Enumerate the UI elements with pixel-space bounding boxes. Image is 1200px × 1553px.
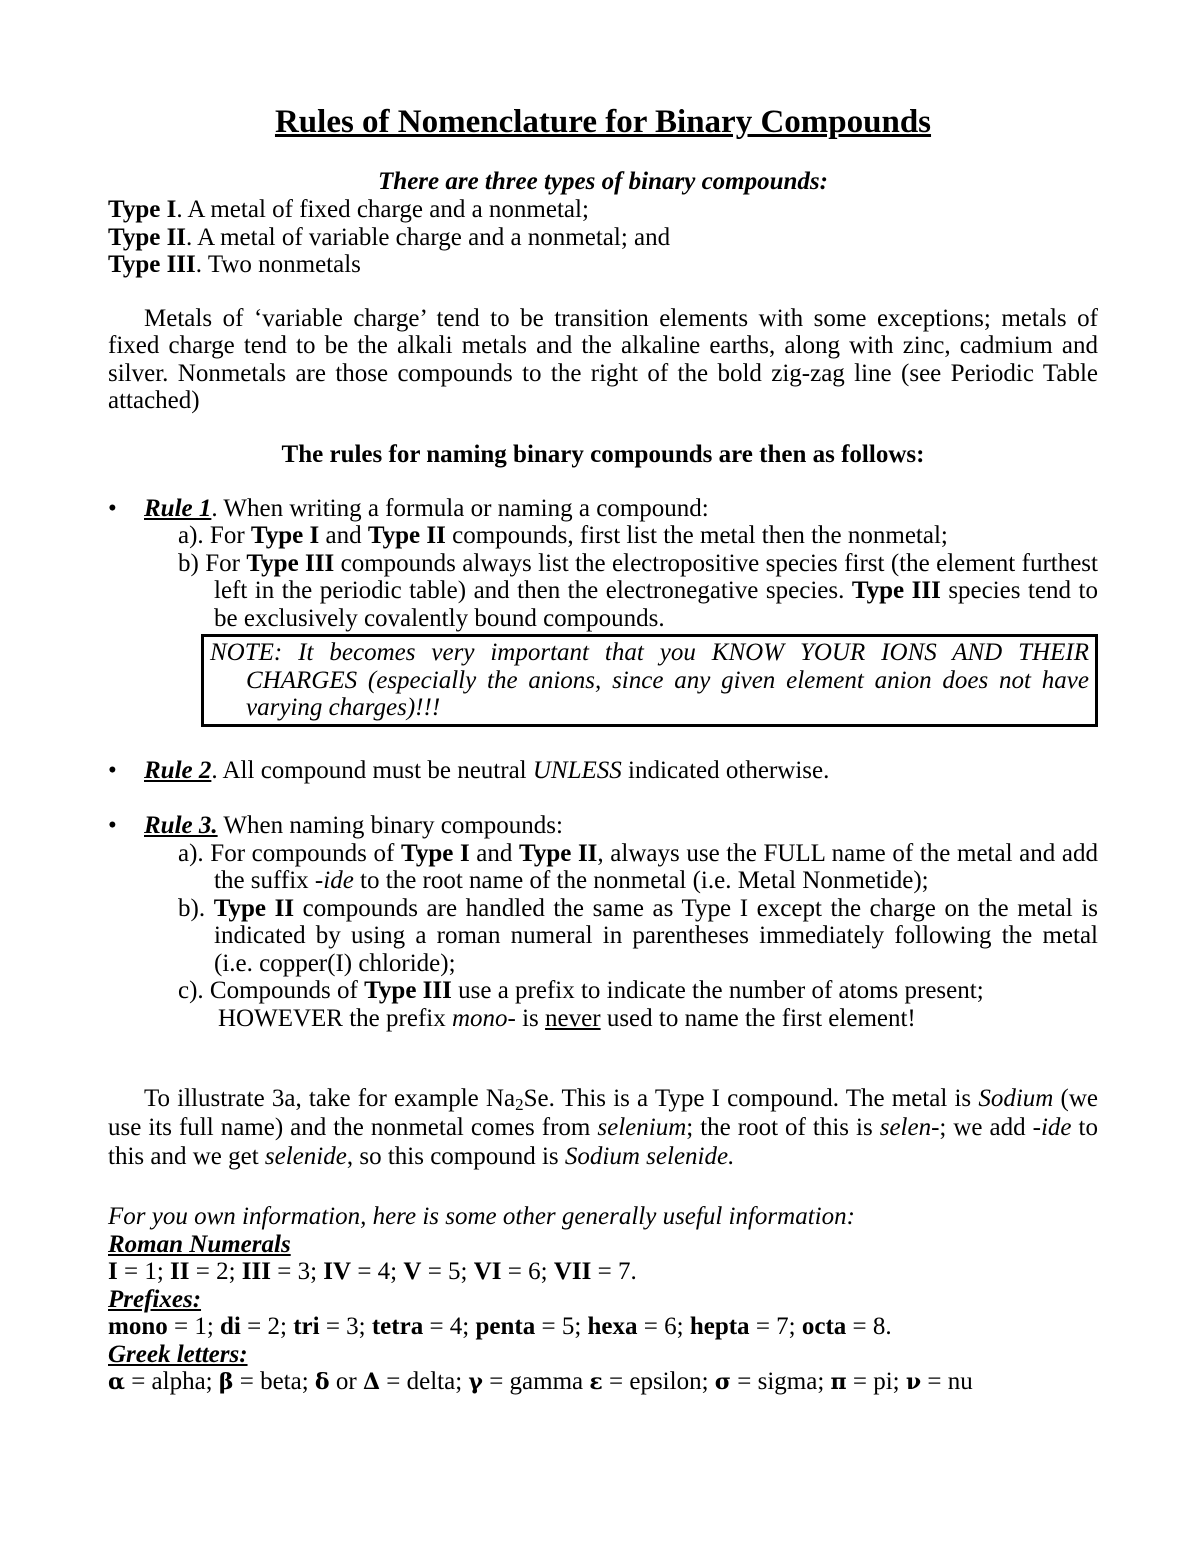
prefix-value: = 4; xyxy=(423,1313,476,1340)
rules-heading: The rules for naming binary compounds are then as follows: xyxy=(281,440,925,468)
rule-1-intro: . When writing a formula or naming a compound: xyxy=(211,494,709,522)
type-3-line xyxy=(108,251,1098,279)
type-label: Type I xyxy=(108,196,177,223)
greek-letter-value: = epsilon; xyxy=(602,1368,715,1395)
rule-3-label: Rule 3. xyxy=(144,812,218,839)
type-label: Type I xyxy=(250,522,320,549)
roman-numeral-value: = 6; xyxy=(501,1258,554,1285)
greek-letter-term: π xyxy=(830,1369,847,1395)
prefix-value: = 3; xyxy=(319,1313,372,1340)
text: is xyxy=(515,1004,546,1032)
rule-1-item-a xyxy=(144,522,1098,550)
emphasis: ide xyxy=(1040,1114,1072,1141)
greek-letter-term: Δ xyxy=(362,1369,381,1395)
subtitle: There are three types of binary compounds: xyxy=(378,168,828,195)
prefix-term: di xyxy=(220,1313,241,1340)
bullet-icon: • xyxy=(108,494,117,522)
prefix-term: hexa xyxy=(587,1313,638,1340)
rule-2 xyxy=(108,757,1098,785)
text: and xyxy=(469,839,520,867)
page-title: Rules of Nomenclature for Binary Compounds xyxy=(274,104,932,140)
text: a). For xyxy=(178,522,251,549)
text: b) For xyxy=(178,549,247,577)
text: ; we add - xyxy=(939,1114,1041,1141)
prefix-term: hepta xyxy=(689,1313,750,1340)
text: used to name the first element! xyxy=(600,1004,916,1032)
text: to the root name of the nonmetal (i.e. Metal Nonmetide); xyxy=(353,867,929,894)
rule-3-item-c xyxy=(144,977,1098,1032)
roman-numerals-list xyxy=(108,1258,1098,1286)
greek-letters-list xyxy=(108,1368,1098,1397)
type-1-line xyxy=(108,196,1098,224)
greek-letter-value: = beta; xyxy=(233,1368,315,1395)
rule-3 xyxy=(108,812,1098,1032)
emphasis: -ide xyxy=(314,867,354,894)
bullet-icon: • xyxy=(108,812,117,839)
roman-numeral-term: VI xyxy=(473,1258,502,1285)
example-paragraph xyxy=(108,1084,1098,1171)
prefix-term: mono xyxy=(108,1313,168,1340)
text: to this and we get xyxy=(108,1114,1098,1170)
type-description: . A metal of variable charge and a nonmetal; and xyxy=(186,223,671,251)
text: Se. This is a Type I compound. The metal is xyxy=(523,1085,979,1112)
greek-letter-value: or xyxy=(329,1368,363,1395)
note-box: NOTE: It becomes very important that you KNOW YOUR IONS AND THEIR CHARGES (especially the anions, since any given element anion does not have varying charges)!!! xyxy=(201,634,1098,727)
prefix-value: = 8. xyxy=(846,1313,892,1340)
emphasis: never xyxy=(545,1004,601,1032)
prefix-value: = 6; xyxy=(637,1313,690,1340)
rule-3-item-b xyxy=(144,895,1098,978)
type-label: Type III xyxy=(364,977,452,1004)
type-label: Type I xyxy=(401,839,470,867)
greek-letter-value: = pi; xyxy=(846,1368,906,1395)
emphasis: UNLESS xyxy=(532,756,622,784)
greek-letter-term: γ xyxy=(468,1369,483,1395)
text: compounds, first list the metal then the nonmetal; xyxy=(445,522,948,549)
roman-numeral-term: VII xyxy=(553,1258,592,1285)
greek-letter-value: = sigma; xyxy=(731,1368,831,1395)
roman-numeral-value: = 2; xyxy=(189,1258,242,1285)
roman-numeral-term: II xyxy=(170,1258,190,1285)
prefixes-list xyxy=(108,1313,1098,1341)
type-label: Type II xyxy=(108,223,187,251)
greek-letter-value: = gamma xyxy=(482,1368,590,1395)
roman-numeral-term: III xyxy=(241,1258,271,1285)
roman-numeral-value: = 4; xyxy=(351,1258,404,1285)
greek-letter-term: δ xyxy=(314,1369,330,1395)
roman-numerals-heading: Roman Numerals xyxy=(108,1230,291,1258)
emphasis: Sodium selenide. xyxy=(564,1143,735,1170)
greek-letter-term: σ xyxy=(714,1369,731,1395)
text: indicated otherwise. xyxy=(621,756,830,784)
intro-paragraph: Metals of ‘variable charge’ tend to be transition elements with some exceptions; metals of fixed charge tend to be the alkali metals and the alkaline earths, along with zinc, cadmium and silver. Nonmetals are those compounds to the right of the bold zig-zag line (see Periodic Table attached) xyxy=(108,304,1098,414)
rule-1 xyxy=(108,495,1098,727)
text: compounds are handled the same as Type I except the charge on the metal is indicated by using a roman numeral in parentheses immediately following the metal (i.e. copper(I) chloride); xyxy=(214,894,1099,977)
bullet-icon: • xyxy=(108,756,117,784)
roman-numeral-term: IV xyxy=(323,1258,352,1285)
roman-numeral-value: = 5; xyxy=(421,1258,474,1285)
roman-numeral-term: I xyxy=(108,1258,118,1285)
emphasis: mono- xyxy=(451,1004,516,1032)
text: (we use its full name) and the nonmetal comes from xyxy=(108,1085,1099,1141)
text: use a prefix to indicate the number of atoms present; xyxy=(451,977,984,1004)
emphasis: selenide xyxy=(264,1143,347,1170)
prefix-term: octa xyxy=(801,1313,847,1340)
text: b). xyxy=(178,894,214,922)
type-description: . A metal of fixed charge and a nonmetal; xyxy=(176,196,589,223)
type-label: Type II xyxy=(519,839,598,867)
greek-letter-value: = alpha; xyxy=(124,1368,219,1395)
emphasis: selen- xyxy=(879,1114,940,1141)
roman-numeral-term: V xyxy=(403,1258,422,1285)
greek-letter-term: ε xyxy=(589,1369,603,1395)
rule-2-label: Rule 2 xyxy=(144,756,212,784)
roman-numeral-value: = 3; xyxy=(270,1258,324,1285)
prefix-term: penta xyxy=(475,1313,536,1340)
type-2-line xyxy=(108,224,1098,252)
subscript: 2 xyxy=(515,1095,524,1114)
greek-letter-term: ν xyxy=(905,1369,922,1395)
type-label: Type III xyxy=(108,251,196,278)
text: , so this compound is xyxy=(346,1143,565,1170)
text: , always use the FULL name of the metal and add the suffix xyxy=(214,839,1098,894)
prefixes-heading: Prefixes: xyxy=(108,1285,202,1313)
type-description: . Two nonmetals xyxy=(195,251,361,278)
greek-letter-term: β xyxy=(218,1369,234,1395)
prefix-value: = 5; xyxy=(535,1313,588,1340)
greek-letters-heading: Greek letters: xyxy=(108,1340,248,1368)
type-label: Type III xyxy=(246,549,335,577)
rule-3-item-a xyxy=(144,840,1098,895)
greek-letter-term: α xyxy=(108,1369,125,1395)
document-page xyxy=(108,100,1098,1397)
text: and xyxy=(319,522,368,549)
text: . All compound must be neutral xyxy=(211,756,533,784)
prefix-value: = 1; xyxy=(167,1313,221,1340)
type-label: Type II xyxy=(213,894,295,922)
prefix-value: = 2; xyxy=(240,1313,294,1340)
text: To illustrate 3a, take for example Na xyxy=(144,1085,516,1112)
text: a). For compounds of xyxy=(178,839,401,867)
emphasis: Sodium xyxy=(978,1085,1054,1112)
text: ; the root of this is xyxy=(686,1114,880,1141)
greek-letter-value: = delta; xyxy=(380,1368,469,1395)
roman-numeral-value: = 7. xyxy=(591,1258,637,1285)
rule-1-item-b xyxy=(144,550,1098,633)
text: compounds always list the electropositive species first (the element furthest left in the periodic table) and then the electronegative species. xyxy=(214,549,1098,604)
rule-3-intro: When naming binary compounds: xyxy=(217,812,563,839)
type-label: Type II xyxy=(367,522,446,549)
info-section xyxy=(108,1203,1098,1397)
type-label: Type III xyxy=(851,577,941,604)
text: c). Compounds of xyxy=(178,977,365,1004)
rule-1-label: Rule 1 xyxy=(144,494,212,522)
text: HOWEVER the prefix xyxy=(218,1004,452,1032)
prefix-term: tri xyxy=(293,1313,320,1340)
roman-numeral-value: = 1; xyxy=(117,1258,171,1285)
emphasis: selenium xyxy=(597,1114,687,1141)
prefix-term: tetra xyxy=(371,1313,424,1340)
info-intro: For you own information, here is some other generally useful information: xyxy=(108,1203,855,1230)
text: species tend to be exclusively covalently bound compounds. xyxy=(214,577,1098,632)
greek-letter-value: = nu xyxy=(921,1368,973,1395)
types-list xyxy=(108,196,1098,279)
prefix-value: = 7; xyxy=(749,1313,802,1340)
